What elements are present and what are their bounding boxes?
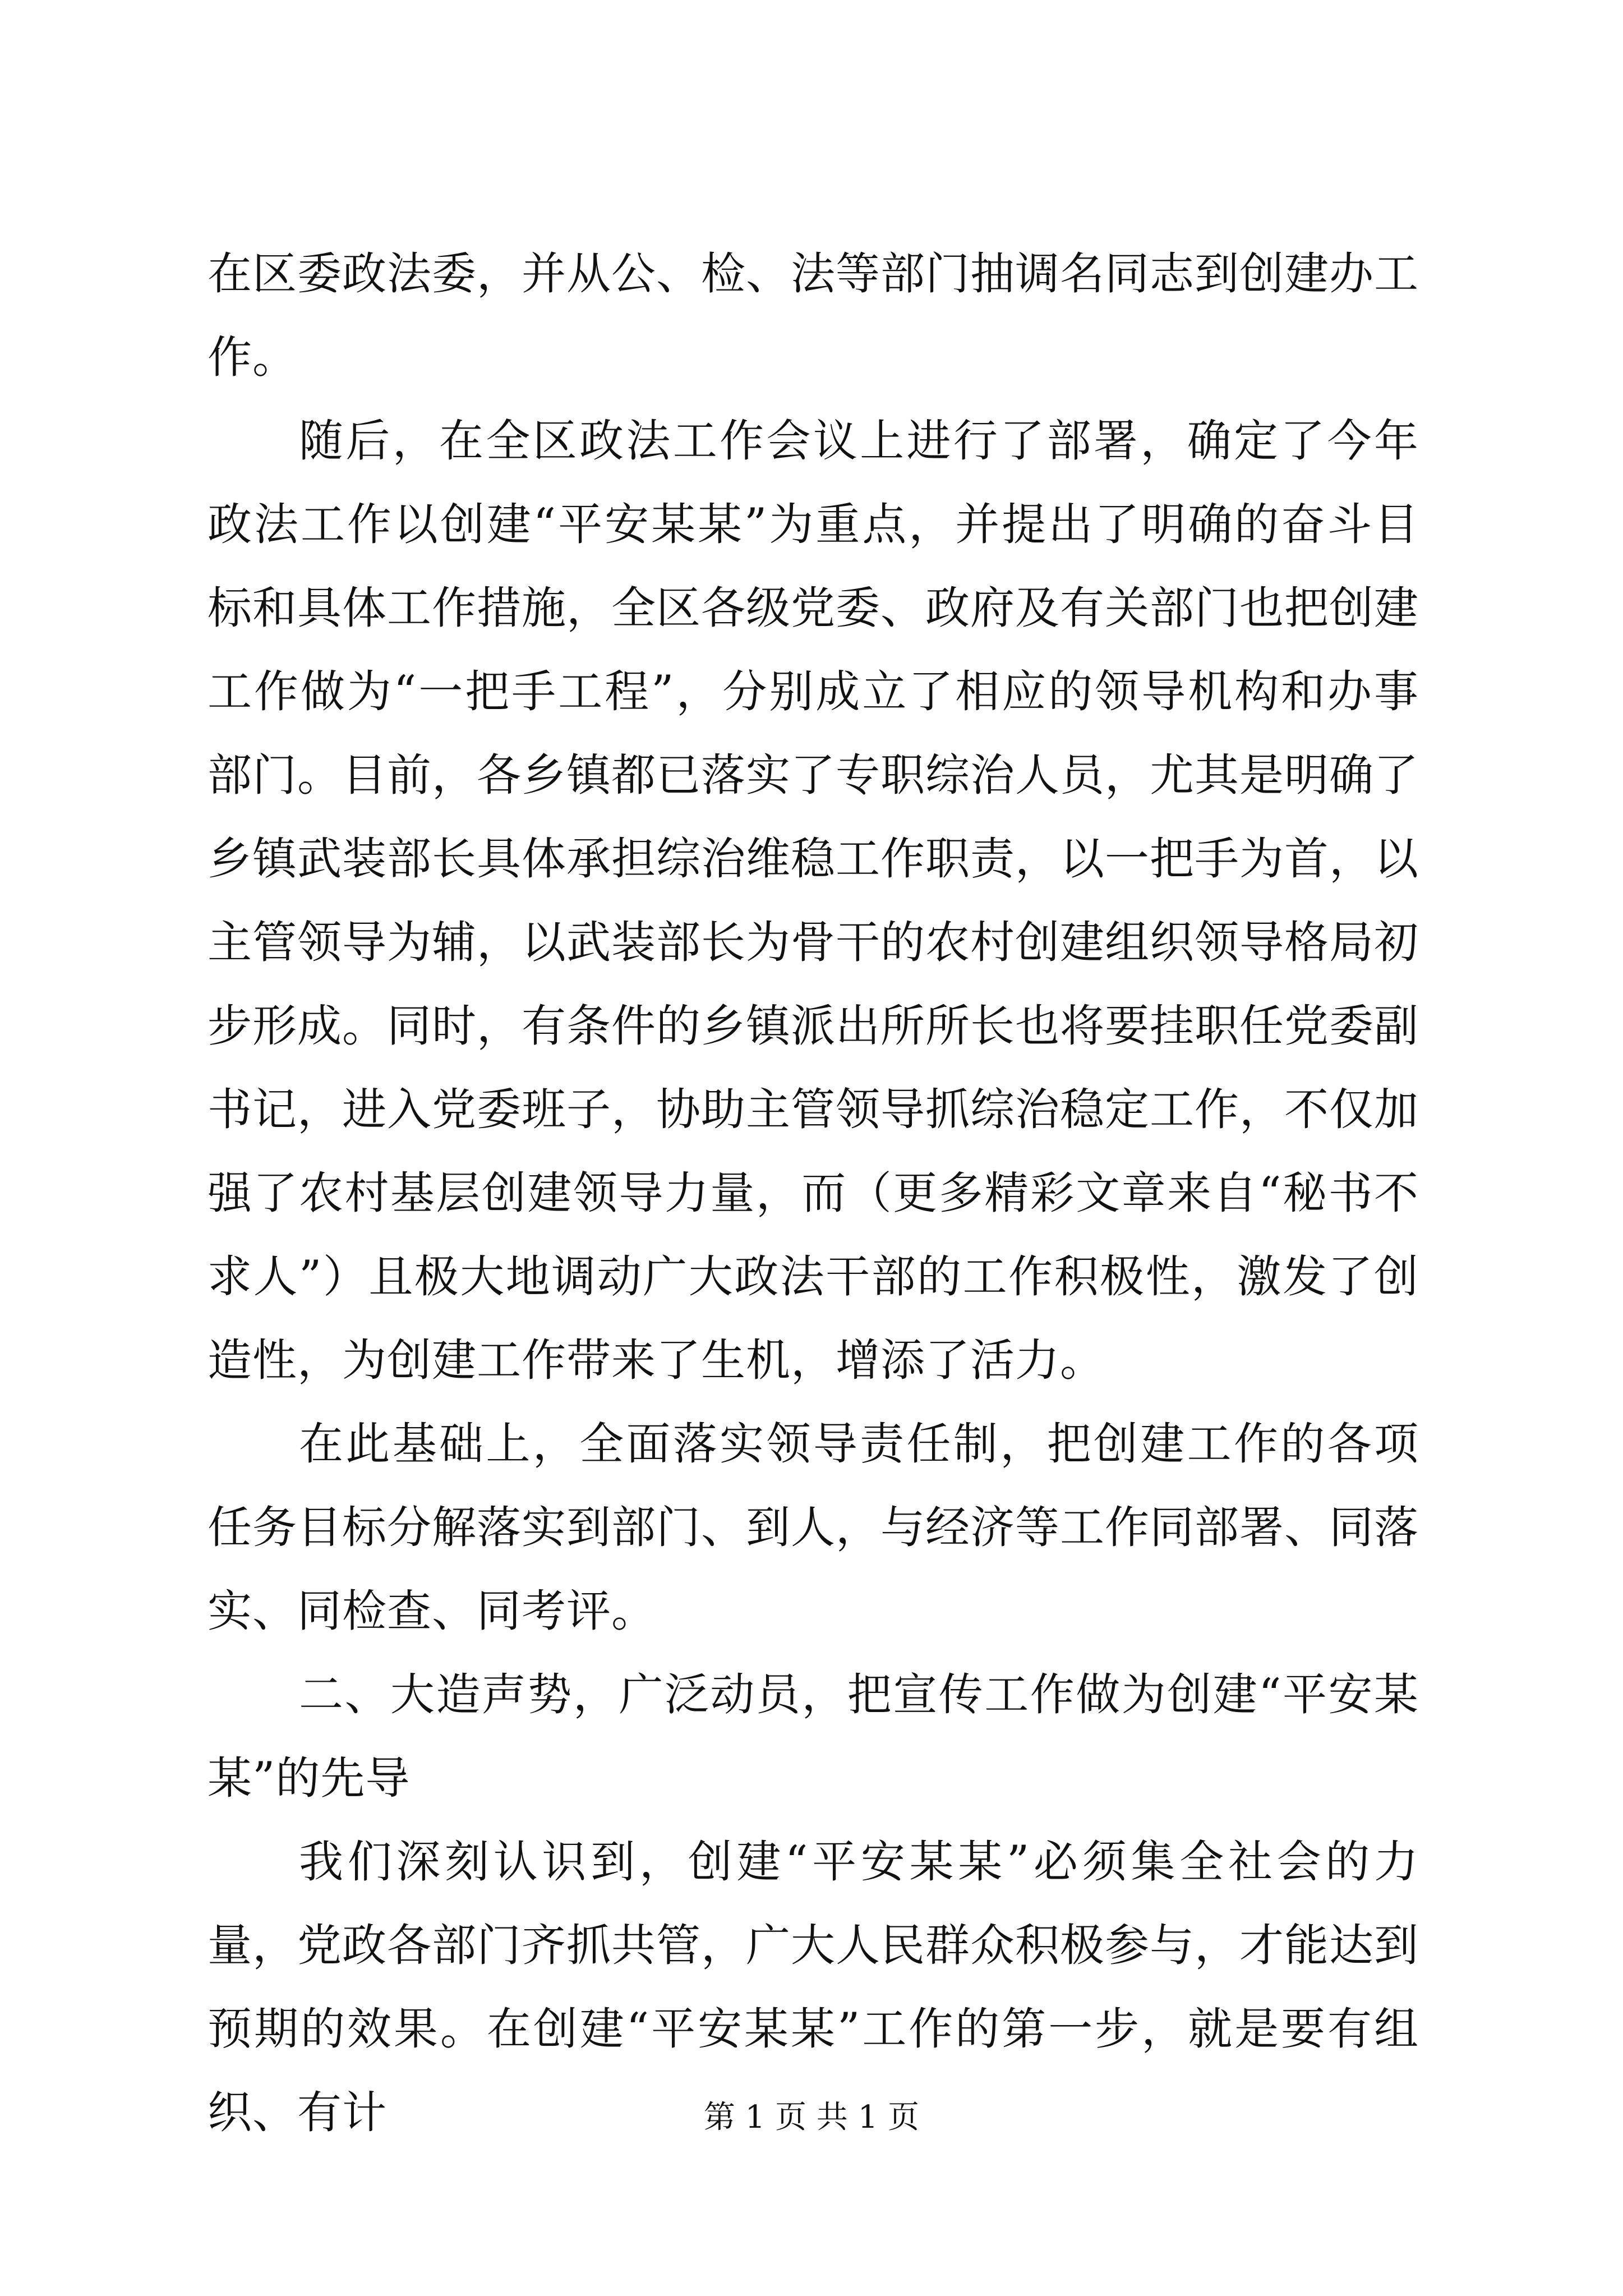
document-body [208, 232, 1419, 2155]
section-heading: 二、大造声势，广泛动员，把宣传工作做为创建“平安某某”的先导 [208, 1669, 1419, 1804]
paragraph-publicity: 我们深刻认识到，创建“平安某某”必须集全社会的力量，党政各部门齐抓共管，广大人民群众积极参与，才能达到预期的效果。在创建“平安某某”工作的第一步，就是要有组织、有计 [208, 1836, 1419, 2138]
page-number-footer: 第 1 页 共 1 页 [703, 2099, 920, 2136]
paragraph-deployment: 随后，在全区政法工作会议上进行了部署，确定了今年政法工作以创建“平安某某”为重点，并提出了明确的奋斗目标和具体工作措施，全区各级党委、政府及有关部门也把创建工作做为“一把手工程”，分别成立了相应的领导机构和办事部门。目前，各乡镇都已落实了专职综治人员，尤其是明确了乡镇武装部长具体承担综治维稳工作职责，以一把手为首，以主管领导为辅，以武装部长为骨干的农村创建组织领导格局初步形成。同时，有条件的乡镇派出所所长也将要挂职任党委副书记，进入党委班子，协助主管领导抓综治稳定工作，不仅加强了农村基层创建领导力量，而（更多精彩文章来自“秘书不求人”）且极大地调动广大政法干部的工作积极性，激发了创造性，为创建工作带来了生机，增添了活力。 [208, 415, 1419, 1386]
paragraph-responsibility: 在此基础上，全面落实领导责任制，把创建工作的各项任务目标分解落实到部门、到人，与经济等工作同部署、同落实、同检查、同考评。 [208, 1418, 1419, 1637]
paragraph-continuation: 在区委政法委，并从公、检、法等部门抽调名同志到创建办工作。 [208, 248, 1419, 383]
